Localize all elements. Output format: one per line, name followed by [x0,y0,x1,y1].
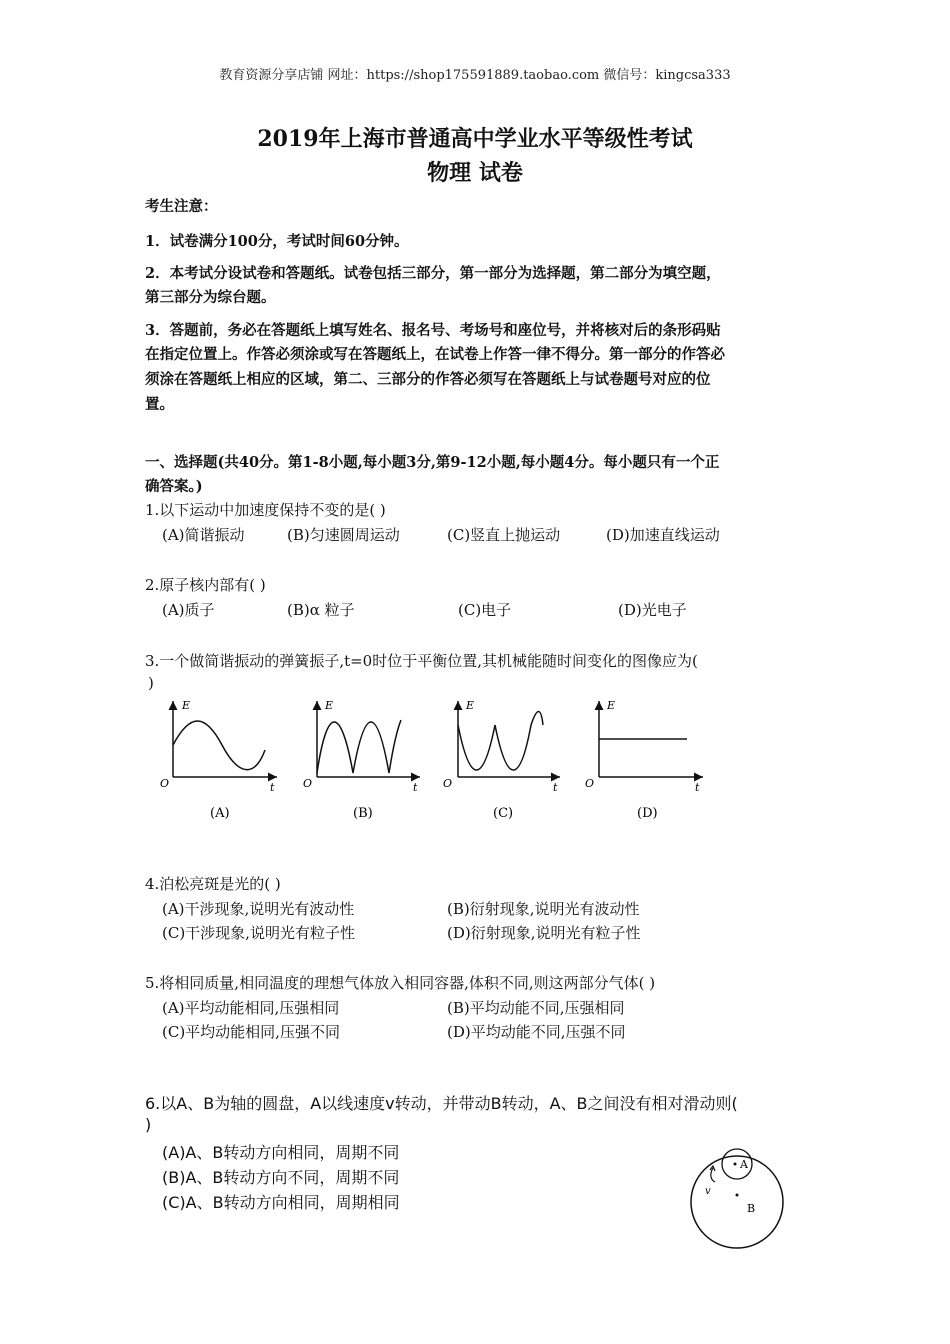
q2-option-b: (B)α 粒子 [287,601,355,619]
q4-option-a: (A)干涉现象,说明光有波动性 [162,900,355,918]
q4-option-d: (D)衍射现象,说明光有粒子性 [447,924,641,942]
q3-graph-a-axis-x: t [270,781,275,794]
q3-graph-c-curve [458,712,543,771]
q5-stem: 5.将相同质量,相同温度的理想气体放入相同容器,体积不同,则这两部分气体( ) [145,974,656,992]
disk-b [691,1156,783,1248]
q1-option-c: (C)竖直上抛运动 [447,526,561,544]
q4-option-b: (B)衍射现象,说明光有波动性 [447,900,640,918]
q3-graph-d [585,699,703,821]
q2-option-d: (D)光电子 [618,601,687,619]
q6-stem-line-1: 6.以A、B为轴的圆盘，A以线速度v转动，并带动B转动，A、B之间没有相对滑动则( [145,1094,738,1113]
q3-graph-a-origin: O [160,777,170,790]
q5-option-c: (C)平均动能相同,压强不同 [162,1023,340,1041]
q3-graph-b-axis-y: E [325,699,334,712]
q2-option-c: (C)电子 [458,601,512,619]
q3-graph-d-axis-y: E [607,699,616,712]
q2-stem: 2.原子核内部有( ) [145,576,266,594]
exam-title: 2019年上海市普通高中学业水平等级性考试 [257,126,693,152]
q5-option-b: (B)平均动能不同,压强相同 [447,999,625,1017]
q1-stem: 1.以下运动中加速度保持不变的是( ) [145,501,386,519]
page-header: 教育资源分享店铺 网址：https://shop175591889.taobao.com 微信号：kingcsa333 [219,68,731,83]
q3-graph-a-curve [173,721,265,770]
q3-graph-d-axis-x: t [695,781,700,794]
q3-graph-c-axis-x: t [553,781,558,794]
notice-item-3-line-2: 在指定位置上。作答必须涂或写在答题纸上，在试卷上作答一律不得分。第一部分的作答必 [145,346,725,363]
q4-stem: 4.泊松亮斑是光的( ) [145,875,281,893]
q3-graph-c-axis-y: E [466,699,475,712]
notice-heading: 考生注意： [145,198,218,215]
notice-item-1: 1．试卷满分100分，考试时间60分钟。 [145,233,409,250]
q1-option-d: (D)加速直线运动 [606,526,720,544]
notice-item-2-line-1: 2．本考试分设试卷和答题纸。试卷包括三部分，第一部分为选择题，第二部分为填空题， [145,265,721,282]
q5-option-a: (A)平均动能相同,压强相同 [162,999,340,1017]
q2-option-a: (A)质子 [162,601,215,619]
q3-graph-b-label: (B) [353,806,373,821]
q6-option-a: (A)A、B转动方向相同，周期不同 [162,1143,400,1162]
q3-graph-d-origin: O [585,777,595,790]
notice-item-2-line-2: 第三部分为综台题。 [145,289,276,306]
q1-option-b: (B)匀速圆周运动 [287,526,400,544]
label-b: B [747,1202,756,1215]
q3-graphs [155,695,715,830]
q3-stem-line-2: ) [148,674,154,692]
label-v: v [705,1186,711,1197]
q6-stem-line-2: ) [145,1115,152,1134]
q3-graph-b-origin: O [303,777,313,790]
notice-item-3-line-1: 3．答题前，务必在答题纸上填写姓名、报名号、考场号和座位号，并将核对后的条形码贴 [145,322,721,339]
q3-graph-a-axis-y: E [182,699,191,712]
q3-graph-c-origin: O [443,777,453,790]
q3-graph-b-axis-x: t [413,781,418,794]
q1-option-a: (A)简谐振动 [162,526,245,544]
q6-disk-figure [685,1140,795,1255]
q3-graph-a [160,699,277,821]
q3-graph-b-curve [317,720,401,773]
q5-option-d: (D)平均动能不同,压强不同 [447,1023,626,1041]
q6-option-b: (B)A、B转动方向不同，周期不同 [162,1168,400,1187]
section-1-heading-line-2: 确答案。) [145,478,203,495]
label-a: A [740,1158,748,1171]
exam-subtitle: 物理 试卷 [427,160,523,186]
section-1-heading-line-1: 一、选择题(共40分。第1-8小题,每小题3分,第9-12小题,每小题4分。每小题只有一个正 [145,454,720,471]
notice-item-3-line-4: 置。 [145,396,174,413]
q3-graph-a-label: (A) [210,806,230,821]
q3-graph-c [443,699,560,821]
q3-graph-c-label: (C) [493,806,514,821]
notice-item-3-line-3: 须涂在答题纸上相应的区域，第二、三部分的作答必须写在答题纸上与试卷题号对应的位 [145,371,711,388]
q3-graph-d-label: (D) [637,806,658,821]
q3-graph-b [303,699,420,821]
q4-option-c: (C)干涉现象,说明光有粒子性 [162,924,355,942]
q3-stem-line-1: 3.一个做简谐振动的弹簧振子,t=0时位于平衡位置,其机械能随时间变化的图像应为( [145,652,698,670]
q6-option-c: (C)A、B转动方向相同，周期相同 [162,1193,400,1212]
